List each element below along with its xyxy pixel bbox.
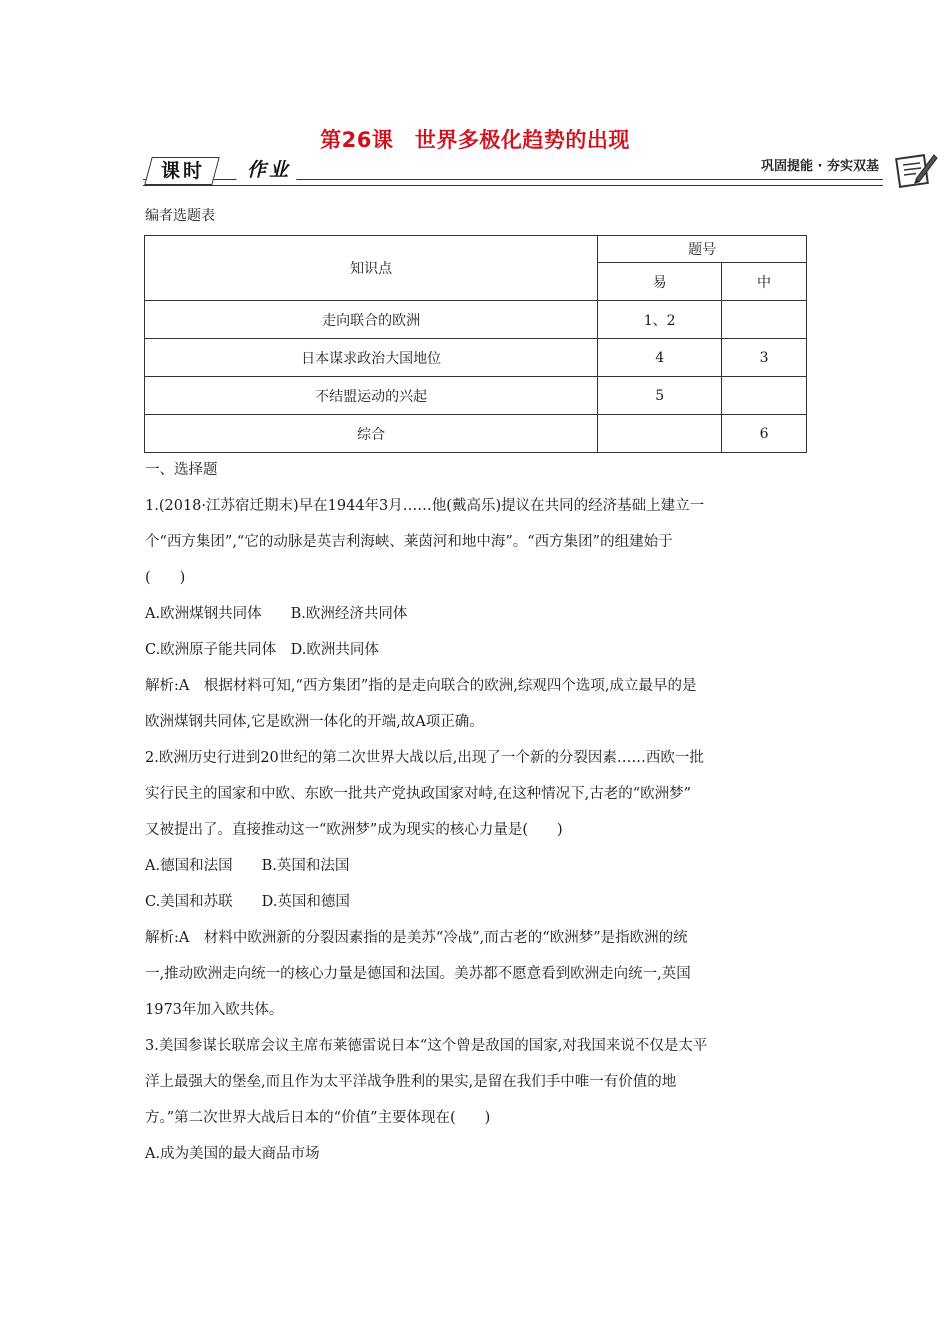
text-line: 3.美国参谋长联席会议主席布莱德雷说日本“这个曾是敌国的国家,对我国来说不仅是太平 [145,1038,708,1054]
badge-left-text: 课时 [161,160,206,182]
text-line: 2.欧洲历史行进到20世纪的第二次世界大战以后,出现了一个新的分裂因素……西欧一批 [145,750,704,766]
text-line: 实行民主的国家和中欧、东欧一批共产党执政国家对峙,在这种情况下,古老的“欧洲梦” [145,786,692,802]
analysis-line: 解析:A 材料中欧洲新的分裂因素指的是美苏“冷战”,而古老的“欧洲梦”是指欧洲的统 [145,930,688,946]
analysis-line: 欧洲煤钢共同体,它是欧洲一体化的开端,故A项正确。 [145,714,484,730]
table-row [145,377,807,415]
question-body [145,452,807,1172]
header-knowledge: 知识点 [145,236,598,301]
text-line: 方。”第二次世界大战后日本的“价值”主要体现在( ) [145,1110,491,1126]
medium-cell [722,301,807,339]
banner-tagline: 巩固提能 · 夯实双基 [753,157,883,177]
header-medium: 中 [722,263,807,301]
text-line: 洋上最强大的堡垒,而且作为太平洋战争胜利的果实,是留在我们手中唯一有价值的地 [145,1074,677,1090]
badge-right [236,157,303,183]
table-caption: 编者选题表 [145,208,215,224]
badge-left [144,157,220,185]
section-heading: 一、选择题 [145,462,218,478]
table-row [145,301,807,339]
easy-cell: 1、2 [598,301,722,339]
question-selection-table [144,235,807,453]
header-number: 题号 [598,236,807,263]
page-title: 第26课 世界多极化趋势的出现 [320,128,630,152]
option-line: A.欧洲煤钢共同体 B.欧洲经济共同体 [145,606,408,622]
table-row [145,339,807,377]
text-line: 又被提出了。直接推动这一“欧洲梦”成为现实的核心力量是( ) [145,822,563,838]
easy-cell [598,415,722,453]
medium-cell: 6 [722,415,807,453]
topic-cell: 走向联合的欧洲 [145,301,598,339]
badge-right-text: 作业 [247,159,292,181]
analysis-line: 1973年加入欧共体。 [145,1002,284,1018]
topic-cell: 不结盟运动的兴起 [145,377,598,415]
lesson-banner [143,157,938,197]
topic-cell: 日本谋求政治大国地位 [145,339,598,377]
analysis-line: 解析:A 根据材料可知,“西方集团”指的是走向联合的欧洲,综观四个选项,成立最早的是 [145,678,697,694]
option-line: A.德国和法国 B.英国和法国 [145,858,350,874]
option-line: C.欧洲原子能共同体 D.欧洲共同体 [145,642,379,658]
medium-cell: 3 [722,339,807,377]
text-line: ( ) [145,570,186,586]
medium-cell [722,377,807,415]
notebook-pen-icon [894,149,938,189]
easy-cell: 4 [598,339,722,377]
text-line: 个“西方集团”,“它的动脉是英吉利海峡、莱茵河和地中海”。“西方集团”的组建始于 [145,534,673,550]
topic-cell: 综合 [145,415,598,453]
table-row [145,415,807,453]
easy-cell: 5 [598,377,722,415]
header-easy: 易 [598,263,722,301]
option-line: C.美国和苏联 D.英国和德国 [145,894,350,910]
option-line: A.成为美国的最大商品市场 [145,1146,320,1162]
text-line: 1.(2018·江苏宿迁期末)早在1944年3月……他(戴高乐)提议在共同的经济基础上建立一 [145,498,705,514]
analysis-line: 一,推动欧洲走向统一的核心力量是德国和法国。美苏都不愿意看到欧洲走向统一,英国 [145,966,691,982]
